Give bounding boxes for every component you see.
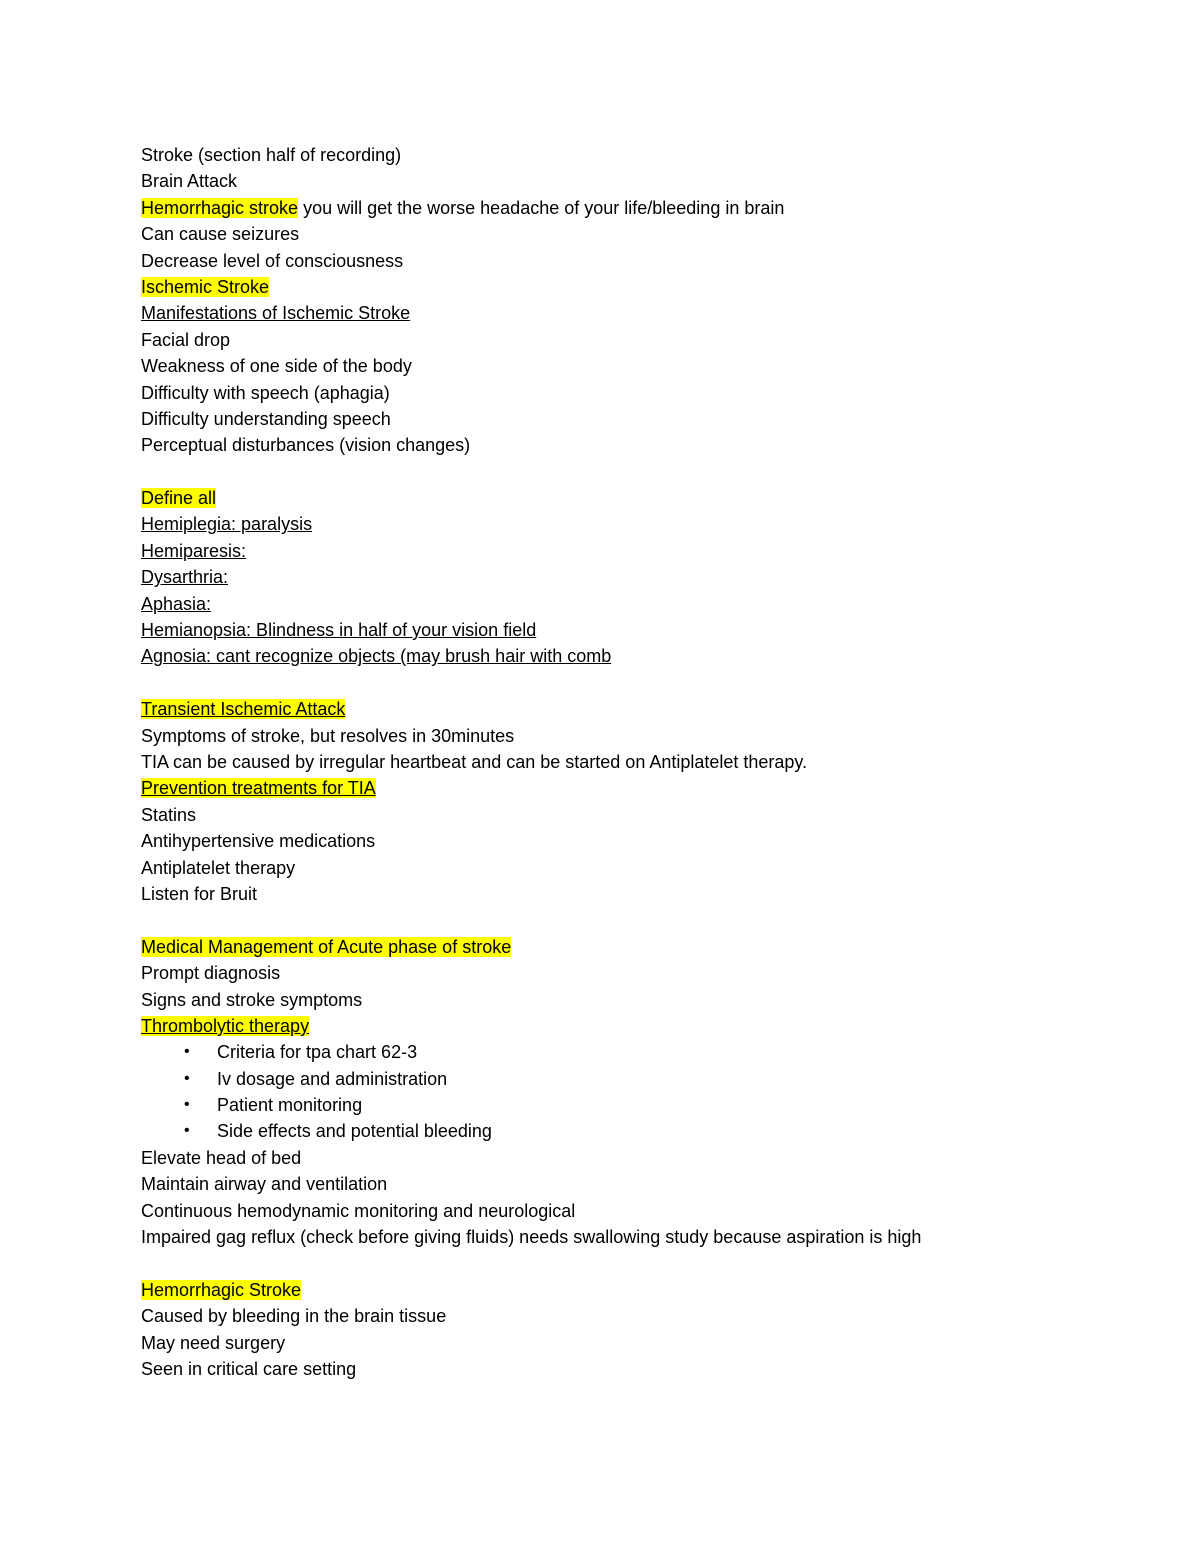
- text-line: [141, 881, 1141, 907]
- text-line: [141, 1356, 1141, 1382]
- bullet-item: [141, 1066, 1141, 1092]
- highlighted-heading: Hemorrhagic Stroke: [141, 1279, 302, 1300]
- text-line: [141, 1198, 1141, 1224]
- bullet-text: Patient monitoring: [217, 1095, 363, 1116]
- line-text: Seen in critical care setting: [141, 1358, 357, 1379]
- text-line: [141, 221, 1141, 247]
- text-line: [141, 300, 1141, 326]
- text-line: [141, 327, 1141, 353]
- text-line: [141, 1224, 1141, 1250]
- bullet-icon: •: [184, 1096, 190, 1114]
- line-text: Perceptual disturbances (vision changes): [141, 435, 471, 456]
- line-text: you will get the worse headache of your life/bleeding in brain: [298, 197, 785, 218]
- line-text: Prompt diagnosis: [141, 963, 281, 984]
- bullet-item: [141, 1118, 1141, 1144]
- line-text: Stroke (section half of recording): [141, 145, 402, 165]
- line-text: Symptoms of stroke, but resolves in 30minutes: [141, 725, 515, 746]
- blank-line: [141, 907, 1141, 933]
- definition-term: Agnosia: cant recognize objects (may brush hair with comb: [141, 646, 612, 667]
- line-text: Elevate head of bed: [141, 1147, 302, 1168]
- line-text: Continuous hemodynamic monitoring and neurological: [141, 1200, 576, 1221]
- text-line: [141, 617, 1141, 643]
- text-line: [141, 168, 1141, 194]
- text-line: [141, 1171, 1141, 1197]
- bullet-item: [141, 1092, 1141, 1118]
- line-text: Weakness of one side of the body: [141, 356, 412, 377]
- line-text: Listen for Bruit: [141, 883, 258, 904]
- text-line: [141, 1277, 1141, 1303]
- line-text: Statins: [141, 804, 197, 825]
- bullet-icon: •: [184, 1122, 190, 1140]
- definition-term: Hemianopsia: Blindness in half of your vision field: [141, 620, 537, 641]
- text-line: [141, 564, 1141, 590]
- text-line: [141, 511, 1141, 537]
- bullet-text: Criteria for tpa chart 62-3: [217, 1042, 418, 1063]
- line-text: Maintain airway and ventilation: [141, 1174, 388, 1195]
- text-line: [141, 432, 1141, 458]
- line-text: Antihypertensive medications: [141, 831, 376, 852]
- highlighted-heading: Hemorrhagic stroke: [141, 197, 299, 218]
- text-line: [141, 696, 1141, 722]
- line-text: May need surgery: [141, 1332, 286, 1353]
- bullet-text: Iv dosage and administration: [217, 1068, 448, 1089]
- text-line: [141, 406, 1141, 432]
- definition-term: Aphasia:: [141, 593, 212, 614]
- line-text: Signs and stroke symptoms: [141, 989, 363, 1010]
- definition-term: Hemiplegia: paralysis: [141, 514, 313, 535]
- text-line: [141, 723, 1141, 749]
- bullet-item: [141, 1039, 1141, 1065]
- blank-line: [141, 1250, 1141, 1276]
- text-line: [141, 485, 1141, 511]
- text-line: [141, 1330, 1141, 1356]
- definition-term: Dysarthria:: [141, 567, 229, 588]
- text-line: [141, 248, 1141, 274]
- line-text: Antiplatelet therapy: [141, 857, 296, 878]
- text-line: [141, 828, 1141, 854]
- text-line: [141, 960, 1141, 986]
- highlighted-heading: Define all: [141, 488, 217, 509]
- text-line: [141, 1303, 1141, 1329]
- line-text: TIA can be caused by irregular heartbeat and can be started on Antiplatelet therapy.: [141, 751, 808, 772]
- text-line: [141, 380, 1141, 406]
- line-text: Impaired gag reflux (check before giving fluids) needs swallowing study because aspiration is high: [141, 1227, 922, 1248]
- highlighted-heading: Medical Management of Acute phase of stroke: [141, 936, 512, 957]
- line-text: Difficulty understanding speech: [141, 408, 391, 429]
- highlighted-heading: Transient Ischemic Attack: [141, 699, 346, 720]
- text-line: [141, 538, 1141, 564]
- text-line: [141, 274, 1141, 300]
- text-line: [141, 855, 1141, 881]
- line-text: Decrease level of consciousness: [141, 250, 404, 271]
- line-text: Caused by bleeding in the brain tissue: [141, 1306, 447, 1327]
- line-text: Can cause seizures: [141, 224, 300, 245]
- highlighted-heading: Ischemic Stroke: [141, 276, 270, 297]
- bullet-icon: •: [184, 1069, 190, 1087]
- line-text: Facial drop: [141, 329, 231, 350]
- text-line: [141, 775, 1141, 801]
- text-line: [141, 1013, 1141, 1039]
- blank-line: [141, 670, 1141, 696]
- text-line: [141, 591, 1141, 617]
- underlined-subheading: Manifestations of Ischemic Stroke: [141, 303, 411, 324]
- text-line: [141, 1145, 1141, 1171]
- definition-term: Hemiparesis:: [141, 540, 247, 561]
- highlighted-heading: Thrombolytic therapy: [141, 1015, 310, 1036]
- line-text: Brain Attack: [141, 171, 238, 192]
- text-line: [141, 142, 1141, 168]
- text-line: [141, 195, 1141, 221]
- line-text: Difficulty with speech (aphagia): [141, 382, 390, 403]
- text-line: [141, 934, 1141, 960]
- highlighted-heading: Prevention treatments for TIA: [141, 778, 376, 799]
- bullet-text: Side effects and potential bleeding: [217, 1121, 492, 1142]
- blank-line: [141, 459, 1141, 485]
- text-line: [141, 353, 1141, 379]
- text-line: [141, 643, 1141, 669]
- document-body: [141, 142, 1141, 1382]
- bullet-icon: •: [184, 1043, 190, 1061]
- text-line: [141, 802, 1141, 828]
- text-line: [141, 987, 1141, 1013]
- text-line: [141, 749, 1141, 775]
